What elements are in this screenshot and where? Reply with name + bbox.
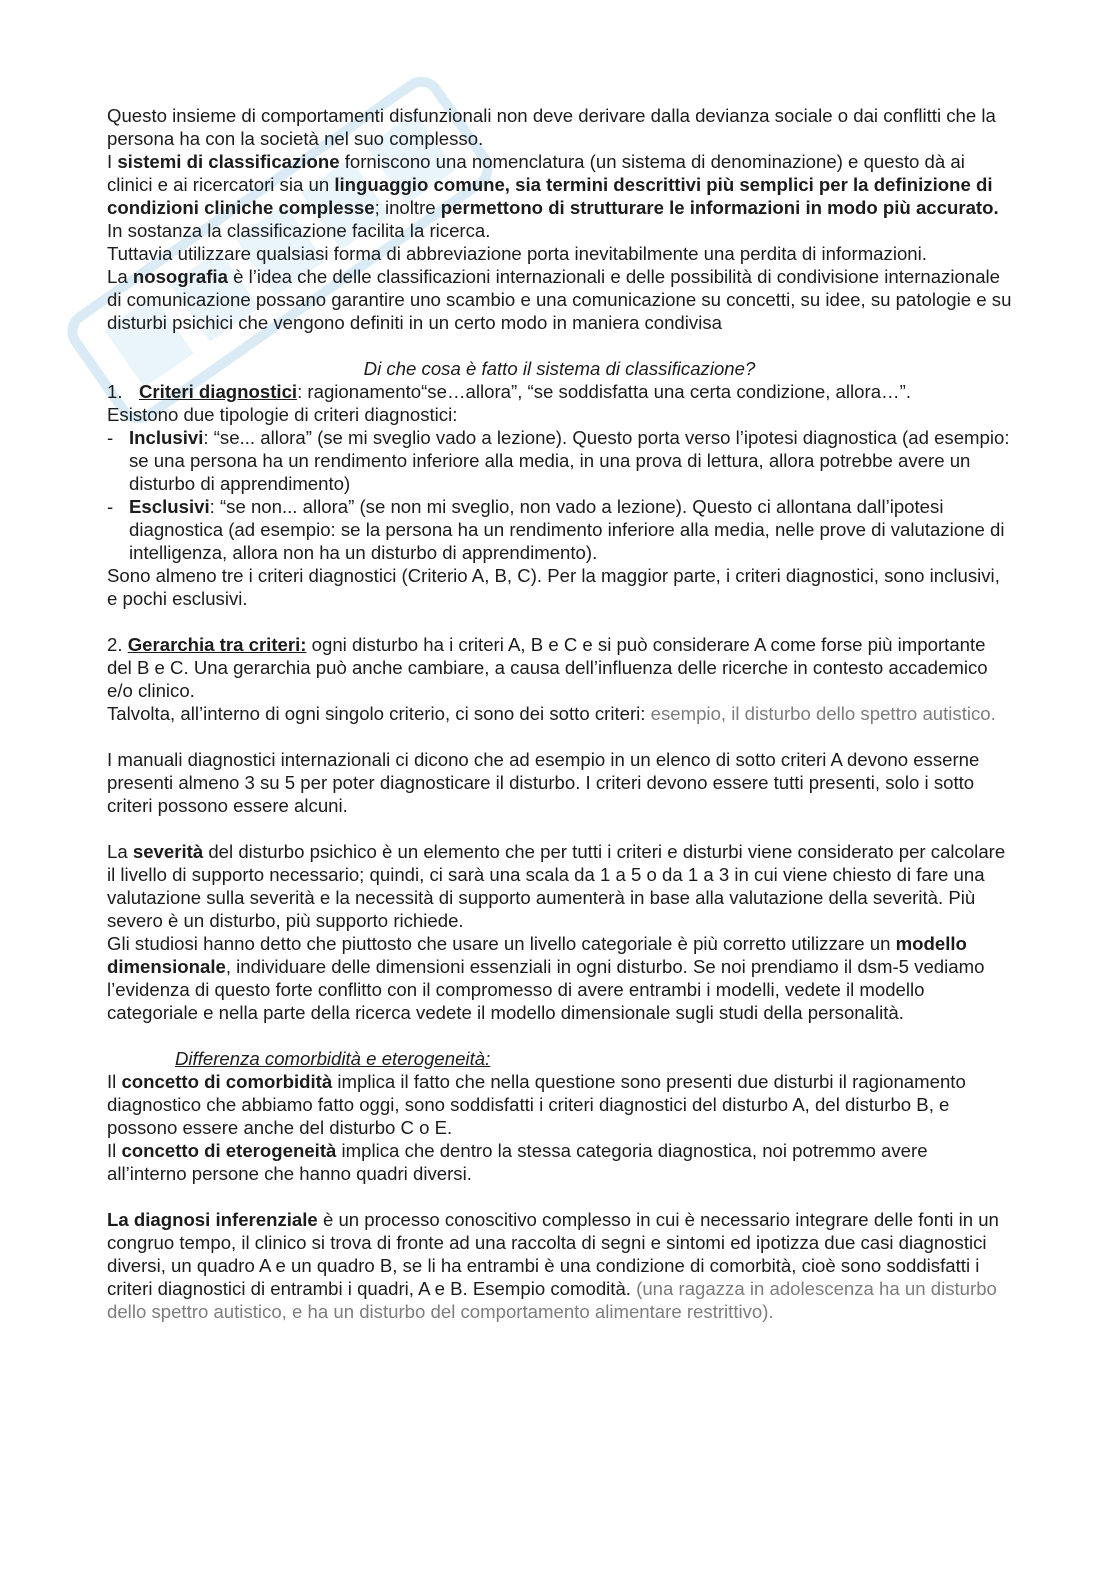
paragraph-abbreviation: Tuttavia utilizzare qualsiasi forma di abbreviazione porta inevitabilmente una perdita di informazioni. [107, 243, 927, 264]
paragraph-classification-systems: I sistemi di classificazione forniscono una nomenclatura (un sistema di denominazione) e questo dà ai clinici e ai ricercatori sia un linguaggio comune, sia termini descrittivi più semplici per la definizione di condizioni cliniche complesse; inoltre permettono di strutturare le informazioni in modo più accurato. In sostanza la classificazione facilita la ricerca. [107, 151, 999, 241]
paragraph-intro: Questo insieme di comportamenti disfunzionali non deve derivare dalla devianza sociale o dai conflitti che la persona ha con la società nel suo complesso. [107, 105, 996, 149]
paragraph-comorbidity: Il concetto di comorbidità implica il fatto che nella questione sono presenti due disturbi il ragionamento diagnostico che abbiamo fatto oggi, sono soddisfatti i criteri diagnostici del disturbo A, del disturbo B, e possono essere anche del disturbo C o E. [107, 1071, 966, 1138]
numbered-item-hierarchy: 2. Gerarchia tra criteri: ogni disturbo ha i criteri A, B e C e si può considerare A come forse più importante del B e C. Una gerarchia può anche cambiare, a causa dell’influenza delle ricerche in contesto accademico e/o clinico. [107, 634, 988, 701]
paragraph-dimensional-model: Gli studiosi hanno detto che piuttosto che usare un livello categoriale è più corretto utilizzare un modello dimensionale, individuare delle dimensioni essenziali in ogni disturbo. Se noi prendiamo il dsm-5 vediamo l’evidenza di questo forte conflitto con il compromesso di avere entrambi i modelli, vedete il modello categoriale e nella parte della ricerca vedete il modello dimensionale sugli studi della personalità. [107, 933, 985, 1023]
numbered-item-diagnostic-criteria: 1. Criteri diagnostici: ragionamento“se…allora”, “se soddisfatta una certa condizione, allora…”. [107, 381, 911, 402]
paragraph-nosography: La nosografia è l’idea che delle classificazioni internazionali e delle possibilità di condivisione internazionale di comunicazione possano garantire uno scambio e una comunicazione su concetti, su idee, su patologie e su disturbi psichici che vengono definiti in un certo modo in maniera condivisa [107, 266, 1012, 333]
list-item-inclusive: - Inclusivi: “se... allora” (se mi sveglio vado a lezione). Questo porta verso l’ipotesi diagnostica (ad esempio: se una persona ha un rendimento inferiore alla media, in una prova di lettura, allora potrebbe avere un disturbo di apprendimento) [107, 427, 1010, 494]
paragraph-inferential-diagnosis: La diagnosi inferenziale è un processo conoscitivo complesso in cui è necessario integrare delle fonti in un congruo tempo, il clinico si trova di fronte ad una raccolta di segni e sintomi ed ipotizza due casi diagnostici diversi, un quadro A e un quadro B, se li ha entrambi è una condizione di comorbità, cioè sono soddisfatti i criteri diagnostici di entrambi i quadri, A e B. Esempio comodità. (una ragazza in adolescenza ha un disturbo dello spettro autistico, e ha un disturbo del comportamento alimentare restrittivo). [107, 1209, 999, 1322]
heading-classification-system: Di che cosa è fatto il sistema di classificazione? [363, 358, 756, 379]
paragraph-heterogeneity: Il concetto di eterogeneità implica che dentro la stessa categoria diagnostica, noi potremmo avere all’interno persone che hanno quadri diversi. [107, 1140, 928, 1184]
paragraph-sub-criteria: Talvolta, all’interno di ogni singolo criterio, ci sono dei sotto criteri: esempio, il disturbo dello spettro autistico. [107, 703, 996, 724]
paragraph-manuals: I manuali diagnostici internazionali ci dicono che ad esempio in un elenco di sotto criteri A devono esserne presenti almeno 3 su 5 per poter diagnosticare il disturbo. I criteri devono essere tutti presenti, solo i sotto criteri possono essere alcuni. [107, 749, 980, 816]
paragraph-criteria-types: Esistono due tipologie di criteri diagnostici: [107, 404, 458, 425]
list-item-exclusive: - Esclusivi: “se non... allora” (se non mi sveglio, non vado a lezione). Questo ci allontana dall’ipotesi diagnostica (ad esempio: se la persona ha un rendimento inferiore alla media, nelle prove di valutazione di intelligenza, allora non ha un disturbo di apprendimento). [107, 496, 1005, 563]
heading-comorbidity-heterogeneity: Differenza comorbidità e eterogeneità: [175, 1048, 491, 1069]
document-page [107, 104, 1012, 1323]
paragraph-severity: La severità del disturbo psichico è un elemento che per tutti i criteri e disturbi viene considerato per calcolare il livello di supporto necessario; quindi, ci sarà una scala da 1 a 5 o da 1 a 3 in cui viene chiesto di fare una valutazione sulla severità e la necessità di supporto aumenterà in base alla valutazione della severità. Più severo è un disturbo, più supporto richiede. [107, 841, 1006, 931]
paragraph-three-criteria: Sono almeno tre i criteri diagnostici (Criterio A, B, C). Per la maggior parte, i criteri diagnostici, sono inclusivi, e pochi esclusivi. [107, 565, 1000, 609]
